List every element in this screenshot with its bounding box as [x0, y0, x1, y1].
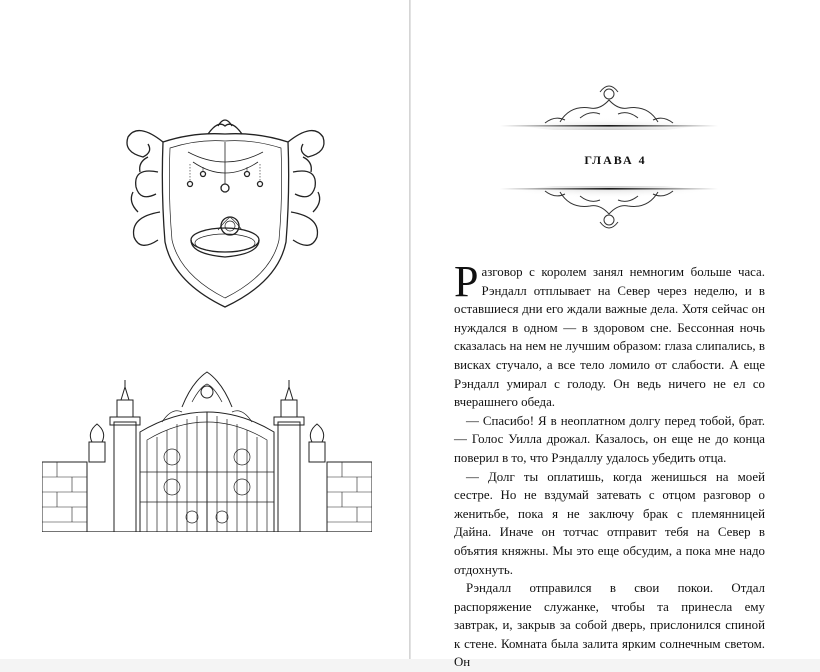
paragraph-3: — Долг ты оплатишь, когда женишься на моей сестре. Но не вздумай затевать с отцом разговор о женитьбе, пока я не заключу брак с племянницей Дайна. Иначе он тотчас отправит тебя на Север в объятия княжны. Мы это еще обсудим, а пока мне надо отдохнуть.: [454, 469, 765, 577]
paragraph-1-body: азговор с королем занял немногим больше часа. Рэндалл отплывает на Север через неделю, и в оставшиеся дни его ждали важные дела. Хотя сейчас он нуждался в одном — в здоровом сне. Бессонная ночь сказалась на нем не лучшим образом: глаза слипались, в висках стучало, а все тело ломило от слабости. А еще Рэндалл умирал с голоду. Он ведь ничего не ел со вчерашнего обеда.: [454, 265, 765, 410]
chapter-ornament-bottom-icon: [500, 186, 718, 234]
paragraph-2: — Спасибо! Я в неоплатном долгу перед тобой, брат. — Голос Уилла дрожал. Казалось, он еще не до конца поверил в то, что Рэндаллу удалось убедить отца.: [454, 413, 765, 465]
chapter-text: [454, 257, 765, 672]
chapter-title: ГЛАВА 4: [584, 153, 647, 167]
chapter-ornament-top-icon: [500, 80, 718, 130]
paragraph-1: [454, 257, 765, 412]
drop-cap: Р: [454, 257, 479, 306]
paragraph-4: Рэндалл отправился в свои покои. Отдал распоряжение служанке, чтобы та принесла ему завтрак, и, закрыв за собой дверь, прислонился спиной к стене. Комната была залита ярким солнечным светом. Он: [454, 581, 765, 670]
ornate-gate-icon: [42, 362, 372, 532]
crest-with-ring-icon: [118, 112, 333, 322]
left-page: [0, 0, 409, 659]
